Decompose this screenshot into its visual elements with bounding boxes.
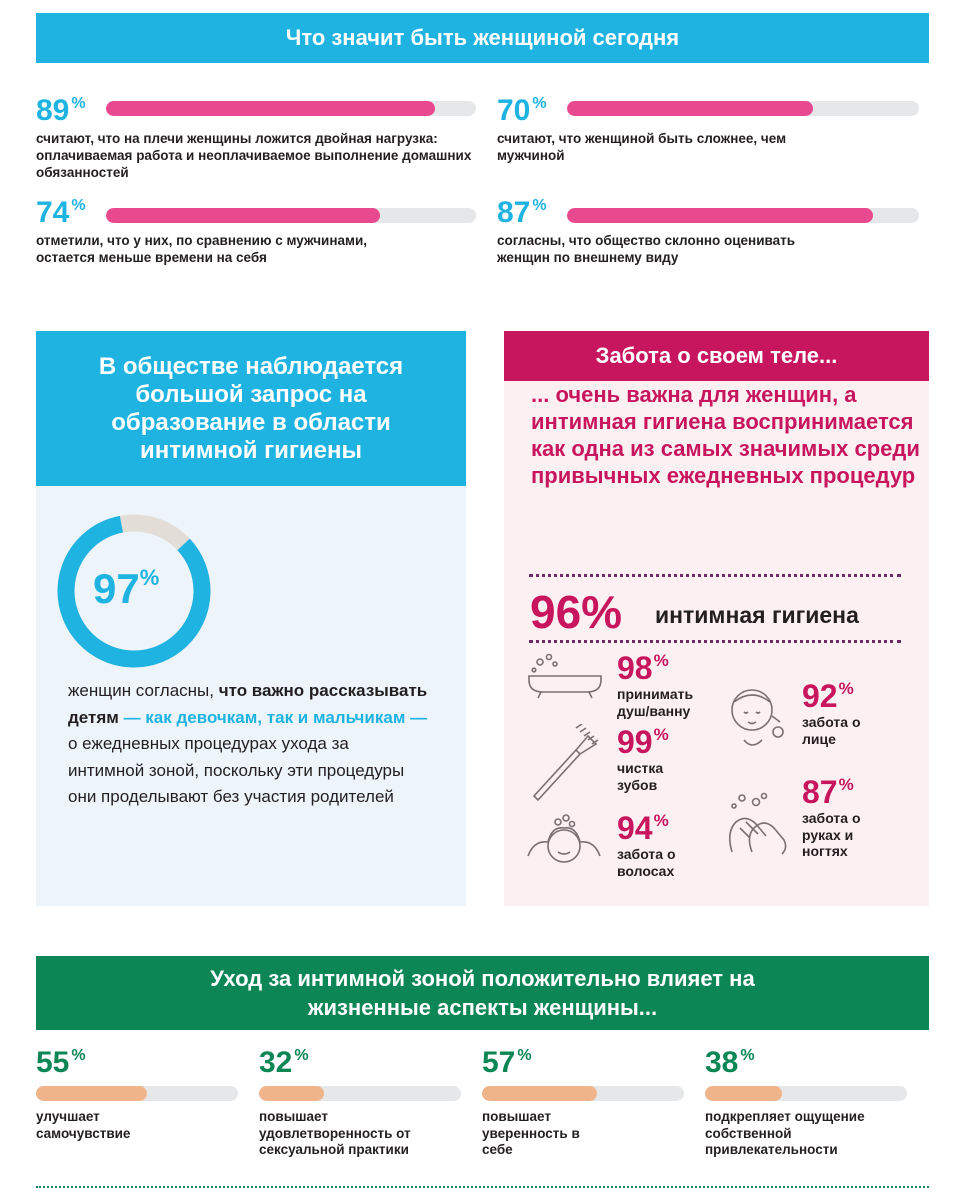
body-stat-label: чистка зубов xyxy=(617,760,664,793)
impact-bar xyxy=(259,1086,461,1101)
divider xyxy=(529,640,901,643)
impact-bar xyxy=(482,1086,684,1101)
body-stat-value: 99% xyxy=(617,724,669,760)
education-text-bold: что важно рассказывать детям xyxy=(68,681,428,727)
body-stat-teeth xyxy=(617,726,677,793)
body-stat-value: 94% xyxy=(617,810,669,846)
impact-value: 38 % xyxy=(705,1046,755,1079)
education-text-part: о ежедневных процедурах ухода за интимной зоной, поскольку эти процедуры они проделывают без участия родителей xyxy=(68,734,405,806)
education-title-box xyxy=(36,331,466,486)
stat-block-3 xyxy=(36,198,476,266)
body-stat-hands xyxy=(802,776,877,860)
stat-description: согласны, что общество склонно оценивать женщин по внешнему виду xyxy=(497,233,796,265)
body-stat-hair xyxy=(617,812,692,879)
impact-description: улучшает самочувствие xyxy=(36,1109,131,1141)
bathtub-icon xyxy=(525,652,605,700)
stat-bar xyxy=(106,101,476,116)
hand-care-icon xyxy=(722,792,802,858)
stat-bar-fill xyxy=(567,101,813,116)
impact-bar xyxy=(705,1086,907,1101)
impact-bar-fill xyxy=(705,1086,782,1101)
stat-bar-fill xyxy=(106,208,380,223)
impact-stat-1 xyxy=(36,1048,241,1142)
main-stat-label: интимная гигиена xyxy=(655,602,859,628)
body-stat-face xyxy=(802,680,862,747)
stat-value: 70 % xyxy=(497,94,547,127)
stat-bar xyxy=(106,208,476,223)
impact-bar-fill xyxy=(482,1086,597,1101)
stat-block-1 xyxy=(36,96,476,181)
stat-value: 74 % xyxy=(36,196,86,229)
stat-description: отметили, что у них, по сравнению с мужчинами, остается меньше времени на себя xyxy=(36,233,368,265)
body-stat-label: принимать душ/ванну xyxy=(617,686,694,719)
stat-value: 89 % xyxy=(36,94,86,127)
divider xyxy=(529,574,901,577)
stat-description: считают, что на плечи женщины ложится двойная нагрузка: оплачиваемая работа и неоплачиваемое выполнение домашних обязанностей xyxy=(36,131,472,180)
impact-bar-fill xyxy=(259,1086,324,1101)
body-stat-label: забота о лице xyxy=(802,714,861,747)
body-care-title-box xyxy=(504,331,929,381)
stat-bar xyxy=(567,208,919,223)
donut-value: 97% xyxy=(93,565,160,612)
education-text xyxy=(68,678,428,811)
education-title: В обществе наблюдается большой запрос на образование в области интимной гигиены xyxy=(98,352,404,464)
impact-title-box xyxy=(36,956,929,1030)
impact-stat-4 xyxy=(705,1048,910,1159)
body-care-lead: ... очень важна для женщин, а интимная гигиена воспринимается как одна из самых значимых среди привычных ежедневных процедур xyxy=(531,382,920,488)
hair-care-icon xyxy=(522,812,606,876)
stat-block-4 xyxy=(497,198,919,266)
stat-block-2 xyxy=(497,96,919,164)
stat-value: 87 % xyxy=(497,196,547,229)
body-stat-value: 98% xyxy=(617,650,669,686)
body-care-title: Забота о своем теле... xyxy=(595,343,838,368)
body-stat-label: забота о руках и ногтях xyxy=(802,810,861,859)
impact-description: подкрепляет ощущение собственной привлекательности xyxy=(705,1109,865,1157)
impact-description: повышает удовлетворенность от сексуальной практики xyxy=(259,1109,411,1157)
header-banner xyxy=(36,13,929,63)
footer-divider xyxy=(36,1186,929,1188)
impact-title: Уход за интимной зоной положительно влияет на жизненные аспекты женщины... xyxy=(210,966,755,1020)
impact-bar-fill xyxy=(36,1086,147,1101)
impact-value: 57 % xyxy=(482,1046,532,1079)
toothbrush-icon xyxy=(528,724,608,804)
stat-description: считают, что женщиной быть сложнее, чем мужчиной xyxy=(497,131,787,163)
education-text-part: женщин согласны, xyxy=(68,681,219,700)
stat-bar xyxy=(567,101,919,116)
impact-bar xyxy=(36,1086,238,1101)
stat-bar-fill xyxy=(106,101,435,116)
main-stat-value: 96% xyxy=(530,586,623,638)
body-stat-label: забота о волосах xyxy=(617,846,676,879)
impact-stat-2 xyxy=(259,1048,464,1159)
stat-bar-fill xyxy=(567,208,873,223)
education-text-highlight: — как девочкам, так и мальчикам — xyxy=(123,707,428,727)
body-stat-value: 87% xyxy=(802,774,854,810)
face-care-icon xyxy=(722,680,794,752)
body-stat-shower xyxy=(617,652,707,719)
impact-description: повышает уверенность в себе xyxy=(482,1109,580,1157)
impact-stat-3 xyxy=(482,1048,687,1159)
body-stat-value: 92% xyxy=(802,678,854,714)
impact-value: 32 % xyxy=(259,1046,309,1079)
impact-value: 55 % xyxy=(36,1046,86,1079)
page-title: Что значит быть женщиной сегодня xyxy=(285,25,680,50)
